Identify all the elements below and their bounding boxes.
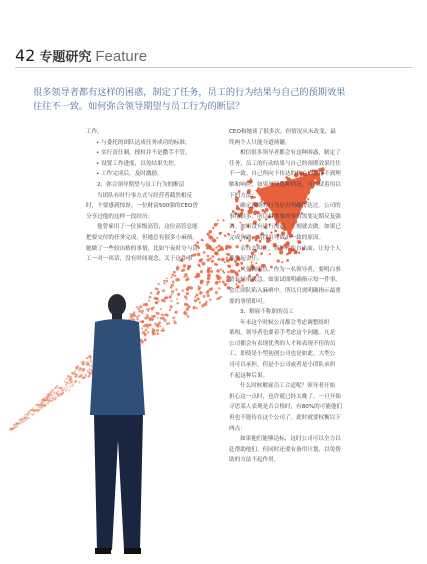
body-text-line: 担心这一点时，也许就已经太晚了。一旦开始 <box>229 393 341 400</box>
body-text-line: 不起这种后果。 <box>229 372 269 379</box>
section-title: 专题研究 <box>39 50 92 65</box>
body-text-line: 终两个人只能分道扬镳。 <box>229 139 291 146</box>
body-text-line: 工一对一谈话，没有时间观念。关于这件事 <box>86 256 193 263</box>
body-text-line: 分享过他的这样一段经历： <box>86 213 154 220</box>
body-text-line: 她做了一些较出格的事情，比如午夜时分与员 <box>86 245 198 252</box>
body-text-line: 亲自去纠正。领导者亲自出面，让每个人 <box>240 245 341 252</box>
man-figure <box>90 294 145 554</box>
header-divider <box>15 67 412 68</box>
body-text-line: 助的方法不起作用。 <box>229 457 280 464</box>
body-text-line: 完成沟通，请找出导致不一致的原因。 <box>229 234 325 241</box>
body-text-line: 如果他们能够达标，这时公司可以全力以 <box>240 436 341 443</box>
body-text-line: 两点： <box>229 425 246 432</box>
body-text-line: 公司都会有表现优秀的人才和表现不佳的员 <box>229 340 336 347</box>
body-text-line: 架构，领导者也要着手考虑这个问题。凡是 <box>229 330 336 337</box>
body-text-line: 工，即使是小型初创公司也是如此。大型公 <box>229 351 336 358</box>
body-text-line: 什么时候解雇员工合适呢？领导者开始 <box>240 383 336 390</box>
body-text-line: 寻思某人表现是否合格时，有80%的可能他们 <box>229 404 343 411</box>
body-text-line: 确定预期的行为是否明确传达过。公司的 <box>240 203 341 210</box>
body-text-line: 当团队有时行事方式与经营者截然相反 <box>97 192 193 199</box>
body-text-line: 再也不能待在这个公司了。此时就要权衡以下 <box>229 415 341 422</box>
left-column <box>86 127 219 265</box>
body-text-line: • 设置工作进度，以免结果失控。 <box>96 160 180 167</box>
lead-line: 很多领导者都有这样的困惑，制定了任务，员工的行为结果与自己的预期效果 <box>33 87 346 98</box>
right-column <box>229 127 392 466</box>
body-text-line: • 工作完成后，及时激励。 <box>96 171 163 178</box>
body-text-line: 情有轻重缓急。如果试图明确指示每一件事， <box>229 277 341 284</box>
body-text-line: 2、弥合领导期望与员工行为的断层 <box>97 181 185 188</box>
body-text-line: 要的事情即可。 <box>229 298 269 305</box>
body-text-line: 工作。 <box>86 129 103 135</box>
body-text-line: 都负起责任。 <box>229 256 263 263</box>
body-text-line: 他曾雇用了一位顶级高管，这位高管总能 <box>97 224 198 231</box>
body-text-line: 只强调重点。作为一名领导者，要明白事 <box>240 266 341 273</box>
body-text-line: 赴帮助他们，但同时还要有备用计划，以免帮 <box>229 446 341 453</box>
body-text-line: 相信很多领导者都会有这种困惑，制定了 <box>240 150 341 157</box>
body-text-line: 会让团队陷入麻痹中。所以只需明确指示最重 <box>229 287 341 294</box>
body-text-line: 任务，员工的行动结果与自己的预期效果往往 <box>229 160 341 167</box>
body-text-line: 把要交付的任务完成，但她总有很多小麻烦。 <box>86 234 198 241</box>
body-text-line: 3、解雇不称职的员工 <box>240 309 294 316</box>
section-subtitle: Feature <box>95 48 148 65</box>
body-text-line: 事情很多，所以最重要的事情需要定期反复强 <box>229 213 341 220</box>
body-text-line: 不一致。自己所向下传达的核心信息得不到理 <box>229 171 341 178</box>
body-text-line: CEO和她谈了很多次，但情况从未改变，最 <box>229 129 336 135</box>
page-number: 42 <box>15 46 36 65</box>
lead-paragraph <box>33 86 395 114</box>
body-text-line: • 与委托的团队达成任务成功的标准。 <box>96 139 191 146</box>
body-text-line: 司可以承担，但是小公司或者是小团队承担 <box>229 362 336 369</box>
body-text-line: • 实行责任制，授权并不是撒手不管。 <box>96 150 191 157</box>
body-text-line: 调。如果没有进行沟通，立刻就去做。如果已 <box>229 224 341 231</box>
lead-line: 往往不一致。如何弥合领导期望与员工行为的断层？ <box>33 101 245 112</box>
page-header <box>15 46 147 65</box>
body-text-line: 年末这个时候公司都会考虑调整组织 <box>240 319 330 326</box>
body-text-line: 下的方法： <box>229 192 257 199</box>
body-text-line: 时，不要感到惊讶。一位财富500强的CEO曾 <box>86 203 199 210</box>
body-text-line: 解和响应。如果出现这种情况，可以试着用以 <box>229 181 341 188</box>
